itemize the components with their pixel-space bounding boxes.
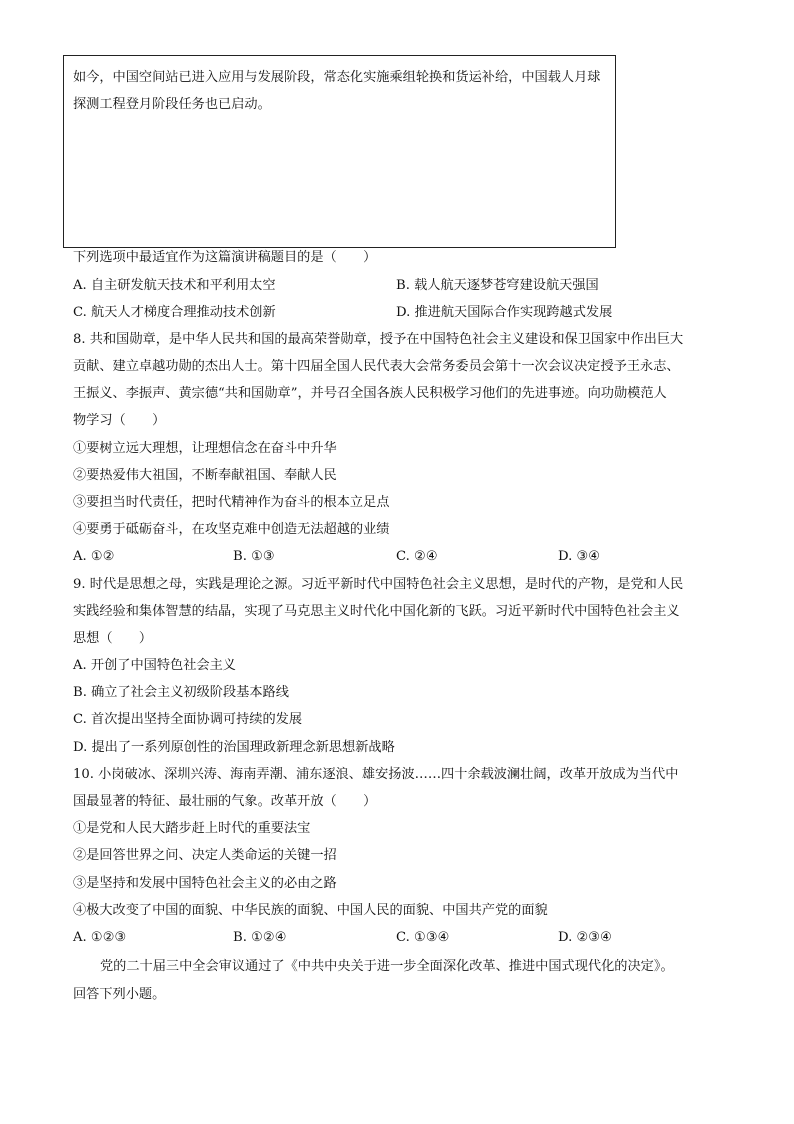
q10-option-b[interactable]: B. ①②④: [233, 930, 287, 945]
q9-option-d[interactable]: D. 提出了一系列原创性的治国理政新理念新思想新战略: [73, 740, 395, 755]
passage-box: [63, 55, 616, 248]
q10-option-d[interactable]: D. ②③④: [558, 930, 612, 945]
q8-option-d[interactable]: D. ③④: [558, 549, 601, 564]
q8-stem-line: 王振义、李振声、黄宗德“共和国勋章”，并号召全国各族人民积极学习他们的先进事迹。向功勋模范人: [73, 386, 667, 401]
q10-stem-line: 国最显著的特征、最壮丽的气象。改革开放（ ）: [73, 794, 377, 809]
q9-stem-line: 思想（ ）: [73, 631, 153, 646]
q8-item: ②要热爱伟大祖国，不断奉献祖国、奉献人民: [73, 468, 337, 483]
q10-item: ④极大改变了中国的面貌、中华民族的面貌、中国人民的面貌、中国共产党的面貌: [73, 903, 548, 918]
q7-option-d[interactable]: D. 推进航天国际合作实现跨越式发展: [396, 305, 613, 320]
q7-option-b[interactable]: B. 载人航天逐梦苍穹建设航天强国: [396, 278, 599, 293]
q9-option-c[interactable]: C. 首次提出坚持全面协调可持续的发展: [73, 712, 303, 727]
q8-option-b[interactable]: B. ①③: [233, 549, 275, 564]
q8-item: ③要担当时代责任，把时代精神作为奋斗的根本立足点: [73, 495, 390, 510]
q10-item: ①是党和人民大踏步赶上时代的重要法宝: [73, 821, 311, 836]
q8-option-c[interactable]: C. ②④: [396, 549, 438, 564]
q10-stem-line: 10. 小岗破冰、深圳兴涛、海南弄潮、浦东逐浪、雄安扬波……四十余载波澜壮阔，改革开放成为当代中: [73, 767, 679, 782]
q10-item: ③是坚持和发展中国特色社会主义的必由之路: [73, 876, 337, 891]
intro-line: 回答下列小题。: [73, 987, 166, 1002]
q10-option-c[interactable]: C. ①③④: [396, 930, 450, 945]
q8-stem-line: 8. 共和国勋章，是中华人民共和国的最高荣誉勋章，授予在中国特色社会主义建设和保卫国家中作出巨大: [73, 332, 684, 347]
q8-item: ①要树立远大理想，让理想信念在奋斗中升华: [73, 441, 337, 456]
q9-option-a[interactable]: A. 开创了中国特色社会主义: [73, 658, 236, 673]
q7-option-c[interactable]: C. 航天人才梯度合理推动技术创新: [73, 305, 276, 320]
q8-option-a[interactable]: A. ①②: [73, 549, 115, 564]
q9-stem-line: 9. 时代是思想之母，实践是理论之源。习近平新时代中国特色社会主义思想，是时代的产物，是党和人民: [73, 577, 684, 592]
q8-item: ④要勇于砥砺奋斗，在攻坚克难中创造无法超越的业绩: [73, 522, 390, 537]
q8-stem-line: 贡献、建立卓越功勋的杰出人士。第十四届全国人民代表大会常务委员会第十一次会议决定授予王永志、: [73, 359, 680, 374]
q7-stem: 下列选项中最适宜作为这篇演讲稿题目的是（ ）: [73, 250, 377, 265]
intro-line: 党的二十届三中全会审议通过了《中共中央关于进一步全面深化改革、推进中国式现代化的决定》。: [100, 959, 674, 974]
passage-text: 如今，中国空间站已进入应用与发展阶段，常态化实施乘组轮换和货运补给，中国载人月球探测工程登月阶段任务也已启动。: [73, 70, 601, 112]
q7-option-a[interactable]: A. 自主研发航天技术和平利用太空: [73, 278, 276, 293]
q8-stem-line: 物学习（ ）: [73, 413, 166, 428]
q9-option-b[interactable]: B. 确立了社会主义初级阶段基本路线: [73, 685, 289, 700]
q10-option-a[interactable]: A. ①②③: [73, 930, 127, 945]
q9-stem-line: 实践经验和集体智慧的结晶，实现了马克思主义时代化中国化新的飞跃。习近平新时代中国特色社会主义: [73, 604, 680, 619]
q10-item: ②是回答世界之问、决定人类命运的关键一招: [73, 848, 337, 863]
